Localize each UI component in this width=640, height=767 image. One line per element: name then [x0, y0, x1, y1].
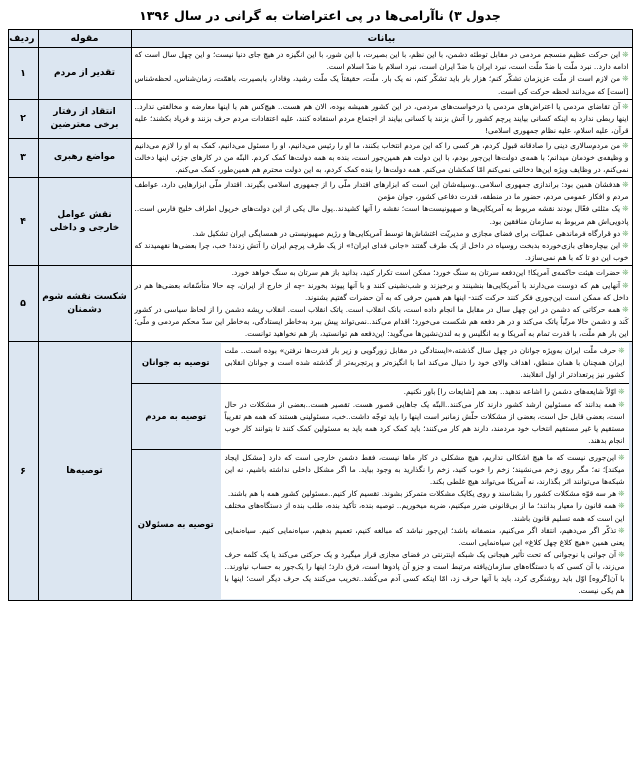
recommendations-subtable — [130, 343, 629, 599]
rownum-cell-3: ۳ — [8, 138, 38, 177]
sub-statements-officials — [221, 449, 629, 599]
statement-item — [225, 500, 625, 524]
statement-text: من لازم است از ملّت عزیزمان تشکّر کنم؛ هزار بار باید تشکّر کنم، نه یک بار. ملّت، حقیقتاً یک ملّت رشید، وفادار، بابصیرت، باهمّت، زمان‌شناس، لحظه‌شناس [است] که می‌دانند لحظه حرکت کی است. — [134, 74, 629, 96]
bullet-icon: ❊ — [618, 525, 625, 535]
statement-text: تذکّر اگر می‌دهیم، انتقاد اگر می‌کنیم، منصفانه باشد؛ این‌جور نباشد که مبالغه کنیم، تعمیم بدهیم، سیاه‌نمایی کنیم. سیاه‌نمایی یعنی همین «هیچ کلاغ چهل کلاغ» این سیاه‌نمایی است. — [224, 525, 625, 548]
statement-text: آن جوانی یا نوجوانی که تحت تأثیر هیجانی یک شبکه اینترنتی در فضای مجازی قرار میگیرد و یک حرکتی می‌کند یا یک کلمه حرف می‌زند، با آن کسی که با دستگاه‌های سازمان‌یافته مرتبط است و جزو آن پادوها است، فرق دارد؛ اینها را یک‌جور به حساب نیاورند.. با آن[گروه] اوّل باید روشنگری کرد، باید با آنها حرف زد، امّا اینکه کسی آدم می‌کُشد..تخریب می‌کنند یک حرف دیگر است؛ اینها با هم یکی نیست. — [224, 550, 625, 596]
sub-statements-youth — [221, 343, 629, 384]
bullet-icon: ❊ — [618, 550, 625, 560]
statement-item — [135, 101, 629, 137]
statement-item — [225, 345, 625, 381]
statement-text: همه قانون را معیار بدانند؛ ما از بی‌قانونی ضرر میکنیم، ضربه میخوریم.. توصیه بنده، تأکید بنده، طلب بنده از دستگاه‌های مختلف این است که همه تسلیم قانون باشند. — [224, 501, 625, 523]
bullet-icon: ❊ — [622, 204, 629, 214]
statements-cell-3 — [131, 138, 632, 177]
statement-text: آنهایی هم که دوست می‌دارند با آمریکایی‌ها بنشینند و برخیزند و شب‌نشینی کنند و با آنها پیوند بخورند -چه از خارج از ایران، چه حالا متأسّفانه بعضی‌ها هم در داخل که ممکن است این‌جوری فکر کنند حرکت کنند- اینها هم همین حرفی که به آن حضرات گفتیم بشنوند. — [134, 280, 629, 302]
bullet-icon: ❊ — [622, 74, 629, 84]
bullet-icon: ❊ — [618, 346, 625, 356]
statement-item — [225, 399, 625, 447]
statement-item — [135, 240, 629, 264]
statement-item — [225, 386, 625, 398]
bullet-icon: ❊ — [618, 501, 625, 511]
bullet-icon: ❊ — [622, 240, 629, 250]
table-row — [8, 178, 632, 266]
statement-item — [135, 73, 629, 97]
bullet-icon: ❊ — [618, 452, 625, 462]
statements-cell-1 — [131, 48, 632, 100]
subtable-row — [131, 343, 629, 384]
table-body — [8, 48, 632, 601]
category-cell-3: مواضع رهبری — [38, 138, 131, 177]
statement-item — [135, 49, 629, 73]
statements-cell-5 — [131, 266, 632, 342]
statement-text: یک مثلثی فعّال بودند نقشه مربوط به آمریکایی‌ها و صهیونیست‌ها است؛ نقشه را آنها کشیدند..پول مال یکی از این دولت‌های خرپول اطراف خلیج فارس است.. پادویی‌اش هم مربوط به سازمان منافقین بود. — [134, 204, 629, 226]
table-caption: جدول ۳) ناآرامی‌ها در پی اعتراضات به گرانی در سال ۱۳۹۶ — [139, 8, 501, 23]
table-head — [8, 30, 632, 48]
statement-text: من مردم‌سالاری دینی را صادقانه قبول کردم، هر کسی را که این مردم انتخاب بکنند، ما او را رئیس می‌دانیم، او را مسئول می‌دانیم، کمک به او را لازم می‌دانیم و وظیفه‌ی خودمان میدانم؛ با همه‌ی دولت‌ها این‌جور بودم، با این دولت هم همین‌جور است، بنده به همه دولت‌ها کمک کردم. البتّه من در کارهای جزئی اینها دخالت نمی‌کنم، در وظایف ویژه این‌ها دخالتی نمی‌کنم امّا کمکشان می‌کنم. همه دولت‌ها را بنده کمک کردم، به این دولت محترم هم همین‌طور، کمک می‌کنم. — [134, 140, 629, 175]
statement-text: این‌جوری نیست که ما هیچ اشکالی نداریم، هیچ مشکلی در کار ماها نیست، فقط دشمن خارجی است که دارد [مشکل ایجاد میکند]؛ نه؛ مگر روی زخم می‌نشیند؛ زخم را خوب کنید، زخم را نگذارید به وجود بیاید. ما اگر مشکل داخلی نداشته باشیم، نه این شبکه‌ها می‌توانند اثر بگذارند، نه آمریکا می‌تواند هیچ غلطی بکند. — [224, 452, 625, 487]
statement-text: اوّلاً شایعه‌های دشمن را اشاعه ندهید.. بعد هم [شایعات را] باور نکنیم. — [403, 387, 617, 397]
sub-label-youth: توصیه به جوانان — [131, 343, 221, 384]
bullet-icon: ❊ — [622, 140, 629, 150]
rownum-cell-1: ۱ — [8, 48, 38, 100]
sub-statements-people — [221, 384, 629, 450]
statement-item — [225, 525, 625, 549]
statement-text: این حرکت عظیم منسجم مردمی در مقابل توطئه دشمن، با این نظم، با این بصیرت، با این شور، با این انگیزه در هیچ جای دنیا نیست؛ و این چهل سال است که ادامه دارد.. نبرد ملّت با ضدّ ملّت است، نبرد ایران با ضدّ ایران است، نبرد اسلام با ضدّ اسلام است. — [134, 50, 629, 72]
table-row — [8, 266, 632, 342]
rownum-cell-6: ۶ — [8, 342, 38, 601]
bullet-icon: ❊ — [618, 399, 625, 409]
statement-item — [135, 267, 629, 279]
statement-text: آن تقاضای مردمی یا اعتراض‌های مردمی یا درخواست‌های مردمی، در این کشور همیشه بوده، الان هم هست.. هیچ‌کس هم با اینها معارضه و مخالفتی ندارد.. اینها ربطی ندارد به اینکه کسانی بیایند پرچم کشور را آتش بزنند یا کسانی بیایند از اجتماع مردم استفاده کنند، علیه اعتقادات مردم حرف بزنند و فریاد بکشند؛ علیه قرآن، علیه اسلام، علیه نظام جمهوری اسلامی! — [134, 101, 629, 135]
statement-text: حرف ملّت ایران به‌ویژه جوانان در چهل سال گذشته،«ایستادگی در مقابل زورگویی و زیر بار قدرت‌ها نرفتن» بوده است.. ملت ایران همچنان با همان منطق، اهداف والای خود را دنبال می‌کند اما با انگیزه‌تر و پرتجربه‌تر از گذشته شده است و جوانان انقلابی کشور نیز پرتعدادتر از اول انقلابند. — [224, 346, 625, 380]
table-row — [8, 138, 632, 177]
bullet-icon: ❊ — [622, 180, 629, 190]
unrest-statements-table — [8, 29, 633, 601]
bullet-icon: ❊ — [622, 304, 629, 314]
statement-item — [135, 304, 629, 340]
statements-cell-2 — [131, 99, 632, 138]
sub-label-officials: توصیه به مسئولان — [131, 449, 221, 599]
rownum-cell-5: ۵ — [8, 266, 38, 342]
category-cell-4: نقش عوامل خارجی و داخلی — [38, 178, 131, 266]
header-row — [8, 30, 632, 48]
subtable-row — [131, 449, 629, 599]
statement-text: همه بدانند که مسئولین ارشد کشور دارند کار می‌کنند..البتّه یک جاهایی قصور هست. تقصیر هست..بعضی از مشکلات در حال است، بعضی قابل حل است، بعضی از مشکلات حلّش زمانبر است اینها را باید توجّه داشت..خب، مسئولینی هستند که همه هم تقریباً مستقیم یا غیر مستقیم انتخاب خود مردمند، دارند هم کار می‌کنند؛ باید کمک کرد همه باید به مسئولین کمک کنند تا بتوانند کار خوب انجام بدهند. — [224, 399, 625, 445]
bullet-icon: ❊ — [618, 387, 625, 397]
category-cell-6: توصیه‌ها — [38, 342, 131, 601]
subtable-row — [131, 384, 629, 450]
statement-item — [135, 203, 629, 227]
statement-text: این بیچاره‌های بازی‌خورده بدبخت روسیاه در داخل از یک طرف گفتند «جانی فدای ایران!» از یک طرف پرچم ایران را آتش زدند! خب، چرا بعضی‌ها نفهمیدند که خوب این دو تا که با هم نمی‌سازد. — [134, 240, 629, 263]
statement-item — [135, 280, 629, 304]
category-cell-1: تقدیر از مردم — [38, 48, 131, 100]
table-row — [8, 342, 632, 601]
statement-text: حضرات هیئت حاکمه‌ی آمریکا! این‌دفعه سرتان به سنگ خورد؛ ممکن است تکرار کنید، بدانید باز هم سرتان به سنگ خواهد خورد. — [231, 268, 621, 278]
bullet-icon: ❊ — [622, 228, 629, 238]
statement-text: دو قرارگاه فرماندهی عملیّات برای فضای مجازی و مدیریّت اغتشاش‌ها توسط آمریکایی‌ها و رژیم صهیونیستی در همسایگی ایران تشکیل شد. — [192, 228, 621, 238]
statement-item — [225, 452, 625, 488]
statement-text: هر سه قوّه مشکلات کشور را بشناسند و روی یکایک مشکلات متمرکز بشوند. تقسیم کار کنیم..مسئولین کشور همه با هم باشند. — [227, 489, 617, 499]
statement-text: همه حرکاتی که دشمن در این چهل سال در مقابل ما انجام داده است، بانک انقلاب است. یاتک انقلاب است. انقلاب ریشه دشمن را از لحاظ سیاسی در کشور کَند و دشمن حالا مرتّباً یاتک می‌کند و در هر دفعه هم شکست می‌خورد؛ اقدام می‌کند..نمی‌تواند پیش ببرد به‌خاطر ایستادگی، به‌خاطر این سدّ محکم مردمی و ملّی؛ این بار هم ملّت، با قدرت تمام به آمریکا و به انگلیس و به لندن‌نشین‌ها می‌گوید: این‌دفعه هم توانستید، باز هم نخواهید توانست. — [134, 304, 629, 339]
table-row — [8, 48, 632, 100]
sub-label-people: توصیه به مردم — [131, 384, 221, 450]
statements-cell-4 — [131, 178, 632, 266]
column-header-statements: بیانات — [131, 30, 632, 48]
statement-text: هدفشان همین بود: براندازی جمهوری اسلامی..وسیله‌شان این است که ابزارهای اقتدار ملّی را از جمهوری اسلامی بگیرند. اقتدار ملّی ابزارهایی دارد، عواطف مردم و افکار عمومی مردم، حضور ما در منطقه، قدرت دفاعی کشور، جوان مؤمن — [134, 180, 629, 202]
statement-item — [135, 179, 629, 203]
bullet-icon: ❊ — [618, 489, 625, 499]
statement-item — [225, 549, 625, 597]
rownum-cell-2: ۲ — [8, 99, 38, 138]
statement-item — [225, 488, 625, 500]
category-cell-5: شکست نقشه شوم دشمنان — [38, 266, 131, 342]
category-cell-2: انتقاد از رفتار برخی معترضین — [38, 99, 131, 138]
statements-cell-6-nested — [131, 342, 632, 601]
column-header-rownumber: ردیف — [8, 30, 38, 48]
column-header-category: مقوله — [38, 30, 131, 48]
statement-item — [135, 228, 629, 240]
bullet-icon: ❊ — [622, 101, 629, 111]
table-row — [8, 99, 632, 138]
bullet-icon: ❊ — [622, 268, 629, 278]
rownum-cell-4: ۴ — [8, 178, 38, 266]
bullet-icon: ❊ — [622, 280, 629, 290]
statement-item — [135, 140, 629, 176]
bullet-icon: ❊ — [622, 50, 629, 59]
